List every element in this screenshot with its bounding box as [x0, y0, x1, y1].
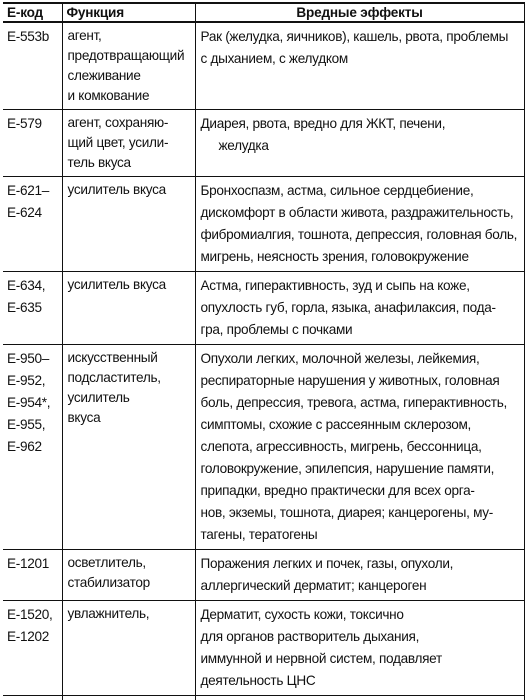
- table-body: [3, 22, 524, 700]
- cell-function-line: слеживание: [67, 68, 141, 83]
- cell-effects-line: фибромиалгия, тошнота, депрессия, головная боль,: [200, 227, 518, 242]
- cell-effects-line: деятельность ЦНС: [200, 673, 316, 688]
- cell-function-line: увлажнитель,: [67, 606, 150, 621]
- cell-function-line: усилитель вкуса: [67, 277, 166, 292]
- cell-function-line: и комкование: [67, 88, 150, 103]
- cell-function-line: щий цвет, усили-: [67, 135, 169, 150]
- cell-effects-line: припадки, вредно практически для всех орга-: [200, 483, 475, 498]
- cell-effects-line: для органов растворитель дыхания,: [200, 629, 420, 644]
- cell-effects-line: слепота, агрессивность, мигрень, бессонница,: [200, 439, 482, 454]
- cell-function-line: усилитель вкуса: [67, 182, 166, 197]
- cell-function: [62, 272, 195, 345]
- cell-code-line: Е-553b: [7, 29, 50, 44]
- cell-function-line: осветлитель,: [67, 555, 146, 570]
- cell-effects-line: Опухоли легких, молочной железы, лейкемия,: [200, 351, 480, 366]
- table-row: [3, 177, 524, 272]
- cell-effects-line: Бронхоспазм, астма, сильное сердцебиение,: [200, 183, 474, 198]
- table-row: [3, 345, 524, 550]
- cell-effects-line: Поражения легких и почек, газы, опухоли,: [200, 556, 454, 571]
- cell-effects-line: дискомфорт в области живота, раздражительность,: [200, 205, 514, 220]
- cell-code-line: Е-624: [7, 205, 42, 220]
- cell-code: [3, 345, 62, 550]
- food-additives-table: [3, 2, 525, 700]
- table-row: [3, 22, 524, 110]
- cell-effects-line: боль, депрессия, тревога, астма, гиперактивность,: [200, 395, 507, 410]
- cell-function-line: усилитель: [67, 390, 130, 405]
- cell-effects-line: головокружение, эпилепсия, нарушение памяти,: [200, 461, 495, 476]
- cell-effects-line: опухлость губ, горла, языка, анафилаксия, пода-: [200, 300, 496, 315]
- cell-function: [62, 110, 195, 177]
- cell-code-line: Е-952,: [7, 373, 46, 388]
- cell-function-line: тель вкуса: [67, 155, 131, 170]
- cell-function: [62, 345, 195, 550]
- table-row: [3, 601, 524, 696]
- cell-effects-line: Диарея, рвота, вредно для ЖКТ, печени,: [200, 116, 446, 131]
- cell-function-line: стабилизатор: [67, 575, 150, 590]
- cell-code-line: Е-950–: [7, 351, 50, 366]
- cell-code-line: Е-635: [7, 300, 42, 315]
- cell-effects-line: гра, проблемы с почками: [200, 322, 353, 337]
- table-row: [3, 110, 524, 177]
- cell-code-line: Е-1201: [7, 556, 50, 571]
- cell-effects-line: респираторные нарушения у животных, головная: [200, 373, 500, 388]
- cell-code-line: Е-634,: [7, 278, 46, 293]
- header-code: Е-код: [3, 3, 62, 22]
- cell-code: [3, 550, 62, 601]
- table-row-continuation: [3, 696, 524, 700]
- cell-code: [3, 177, 62, 272]
- cell-function: [62, 550, 195, 601]
- cell-function: [62, 177, 195, 272]
- cell-effects-line: Рак (желудка, яичников), кашель, рвота, проблемы: [200, 29, 509, 44]
- cell-empty: [195, 696, 524, 700]
- cell-function: [62, 22, 195, 110]
- cell-code: [3, 22, 62, 110]
- cell-function-line: подсластитель,: [67, 370, 161, 385]
- cell-code-line: Е-954*,: [7, 395, 51, 410]
- cell-empty: [3, 696, 62, 700]
- cell-code-line: Е-579: [7, 116, 42, 131]
- cell-effects-line: симптомы, схожие с рассеянным склерозом,: [200, 417, 472, 432]
- cell-function-line: вкуса: [67, 410, 101, 425]
- cell-effects-line: с дыханием, с желудком: [200, 51, 348, 66]
- cell-code-line: Е-962: [7, 439, 42, 454]
- header-function: Функция: [62, 3, 195, 22]
- cell-code: [3, 272, 62, 345]
- cell-effects-line: мигрень, неясность зрения, головокружение: [200, 249, 469, 264]
- cell-effects: [195, 550, 524, 601]
- cell-empty: [62, 696, 195, 700]
- cell-effects-line: тагены, тератогены: [200, 527, 318, 542]
- cell-code: [3, 110, 62, 177]
- cell-code-line: Е-621–: [7, 183, 50, 198]
- table-row: [3, 550, 524, 601]
- cell-function: [62, 601, 195, 696]
- table-header-row: [3, 3, 524, 22]
- cell-effects: [195, 272, 524, 345]
- cell-effects-line: аллергический дерматит; канцероген: [200, 578, 427, 593]
- cell-function-line: агент,: [67, 28, 102, 43]
- header-effects: Вредные эффекты: [195, 3, 524, 22]
- cell-effects: [195, 345, 524, 550]
- cell-effects: [195, 177, 524, 272]
- cell-effects-line: Дерматит, сухость кожи, токсично: [200, 607, 404, 622]
- cell-effects: [195, 22, 524, 110]
- cell-effects: [195, 601, 524, 696]
- cell-code: [3, 601, 62, 696]
- cell-function-line: агент, сохраняю-: [67, 115, 169, 130]
- cell-effects-line: нов, экземы, тошнота, диарея; канцерогены, му-: [200, 505, 494, 520]
- cell-code-line: Е-1520,: [7, 607, 53, 622]
- table-row: [3, 272, 524, 345]
- cell-code-line: Е-955,: [7, 417, 46, 432]
- cell-function-line: искусственный: [67, 350, 158, 365]
- cell-effects-line: Астма, гиперактивность, зуд и сыпь на коже,: [200, 278, 470, 293]
- cell-effects: [195, 110, 524, 177]
- cell-effects-line: желудка: [218, 138, 269, 153]
- cell-function-line: предотвращающий: [67, 48, 185, 63]
- cell-effects-line: иммунной и нервной систем, подавляет: [200, 651, 442, 666]
- cell-code-line: Е-1202: [7, 629, 50, 644]
